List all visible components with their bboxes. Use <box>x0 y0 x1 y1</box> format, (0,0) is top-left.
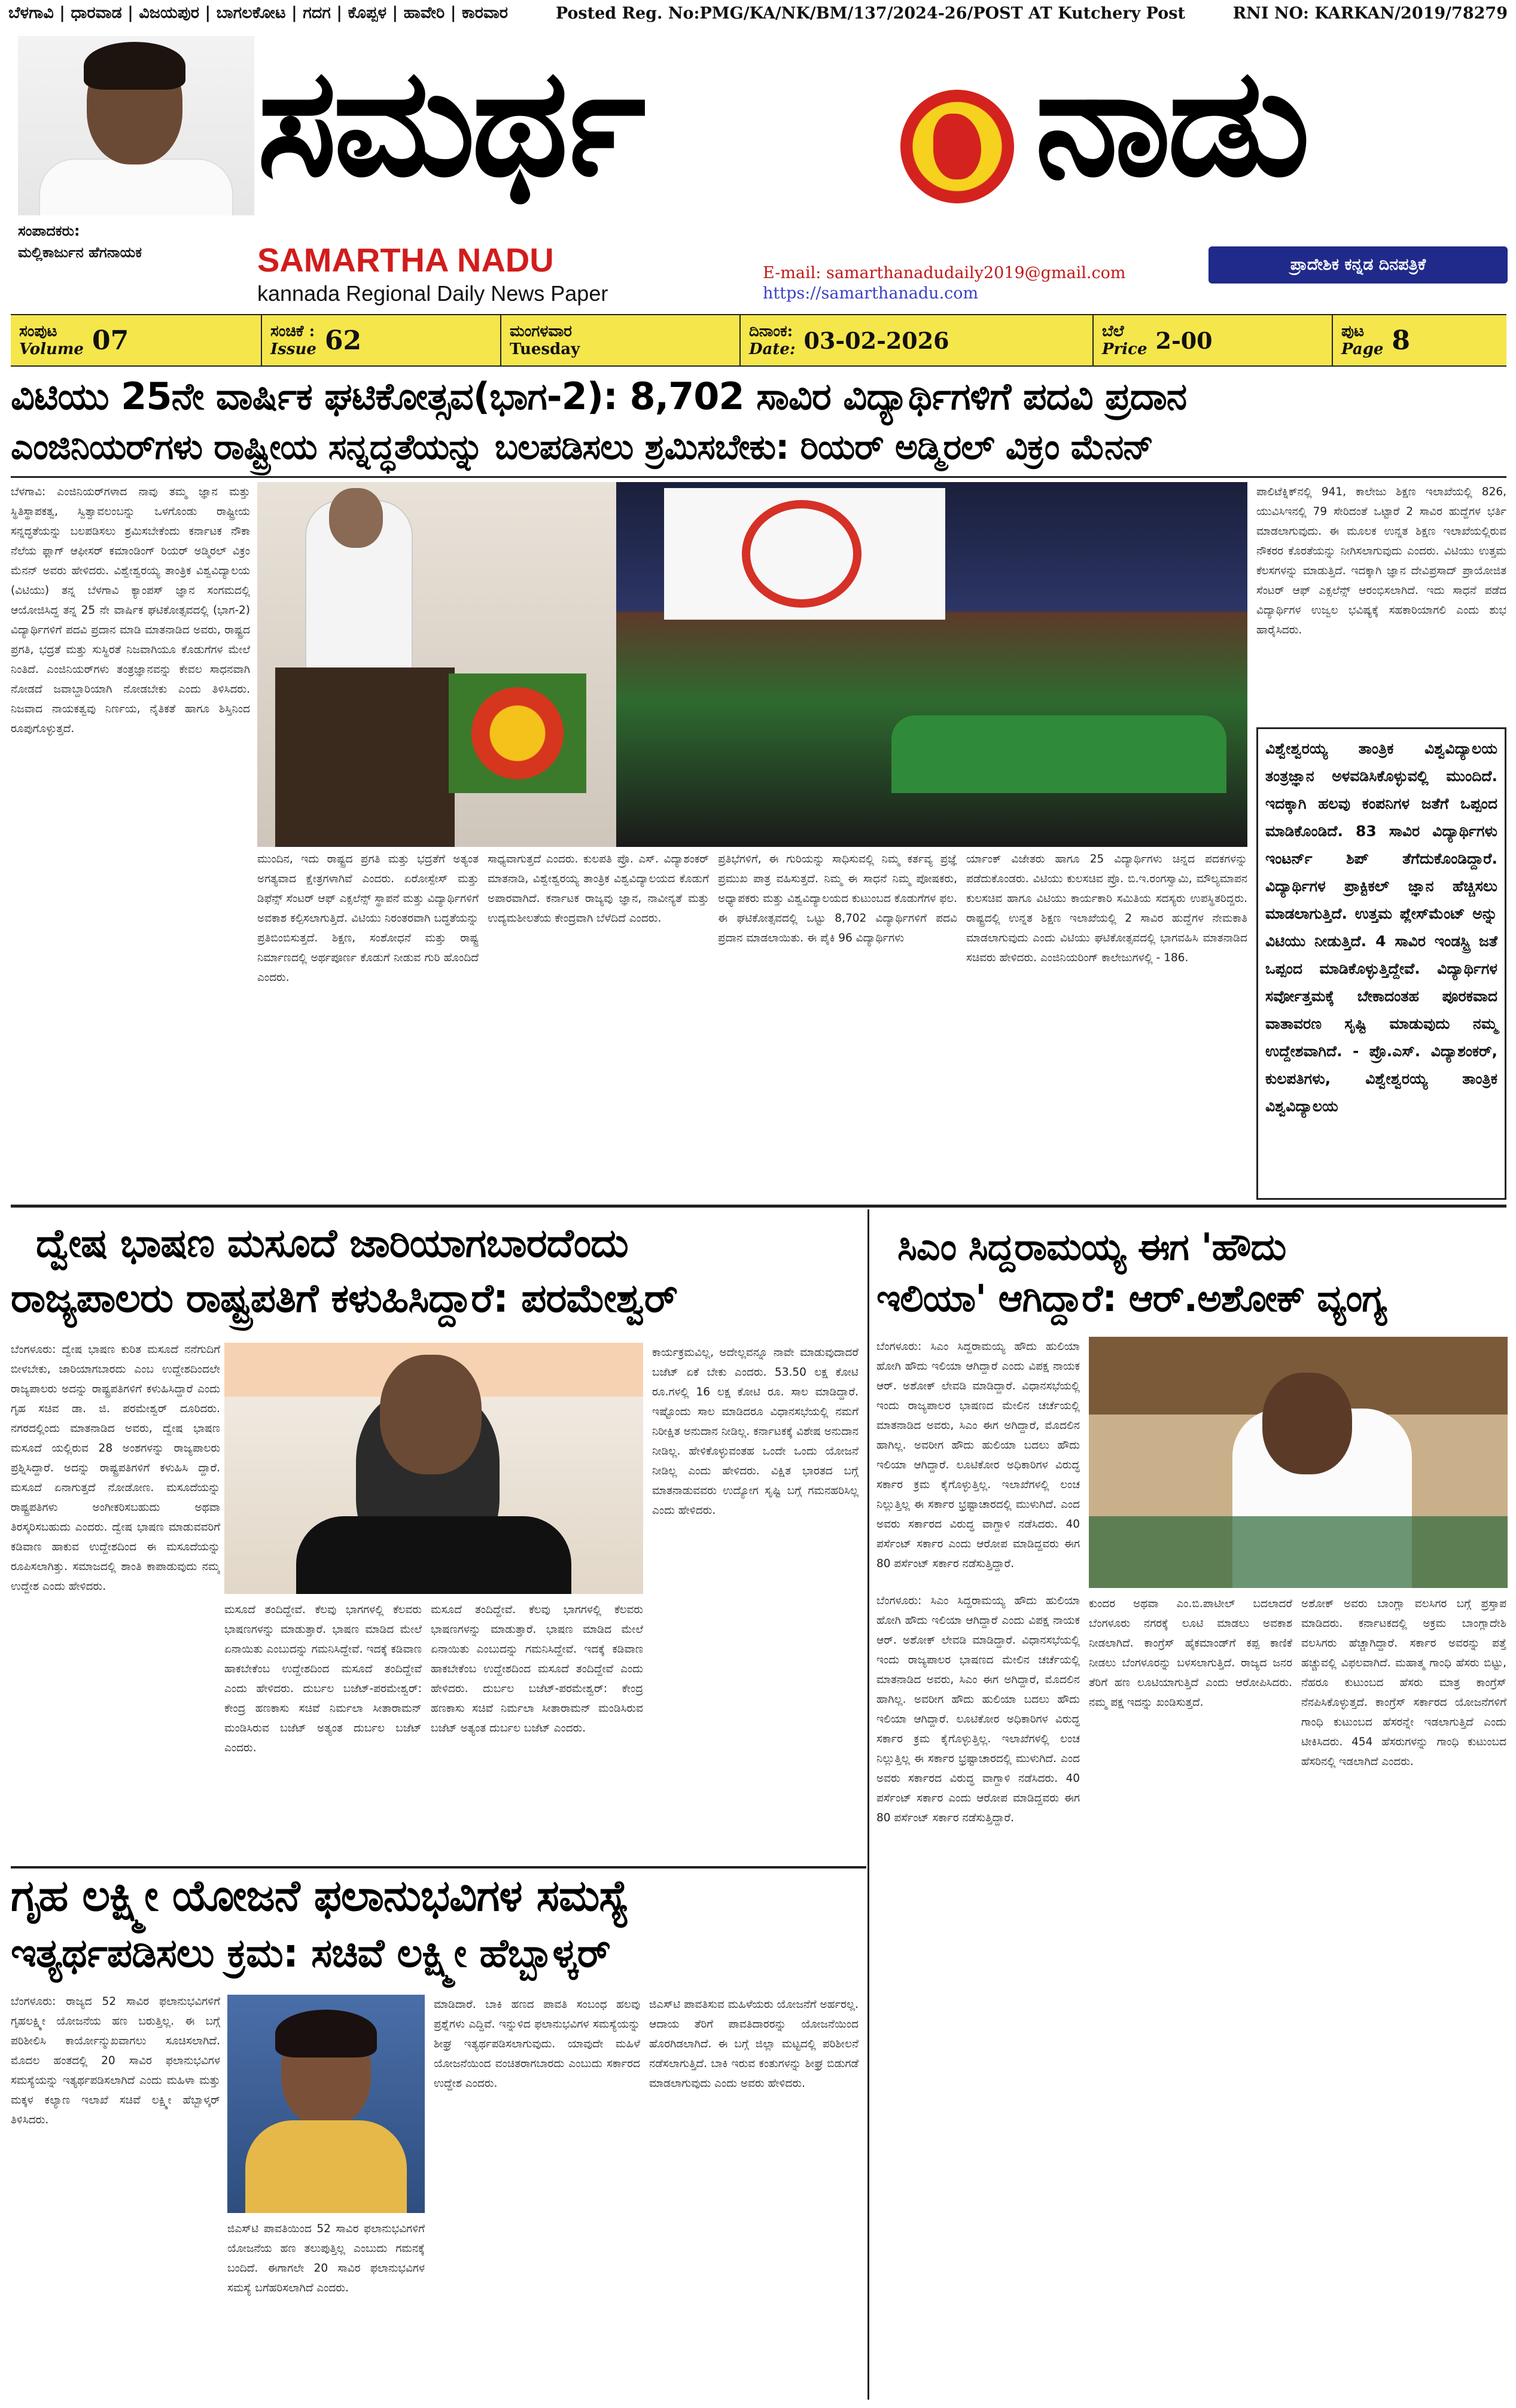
website-link[interactable]: https://samarthanadu.com <box>763 284 979 303</box>
rni-number: RNI NO: KARKAN/2019/78279 <box>1232 4 1508 23</box>
day-cell: ಮಂಗಳವಾರ Tuesday <box>501 315 741 365</box>
parameshwar-photo <box>224 1343 643 1594</box>
story4-column-4: ಜಿಎಸ್‌ಟಿ ಪಾವತಿಸುವ ಮಹಿಳೆಯರು ಯೋಜನೆಗೆ ಅರ್ಹರಲ್ಲ. ಆದಾಯ ತೆರಿಗೆ ಪಾವತಿದಾರರನ್ನು ಯೋಜನೆಯಿಂದ ಹೊರಗಿಡಲಾಗಿದೆ. ಈ ಬಗ್ಗೆ ಜಿಲ್ಲಾ ಮಟ್ಟದಲ್ಲಿ ಪರಿಶೀಲನೆ ನಡೆಸಲಾಗುತ್ತಿದೆ. ಬಾಕಿ ಇರುವ ಕಂತುಗಳನ್ನು ಶೀಘ್ರ ಬಿಡುಗಡೆ ಮಾಡಲಾಗುವುದು ಎಂದು ಅವರು ಹೇಳಿದರು. <box>649 1998 859 2090</box>
vertical-divider <box>867 1209 869 2400</box>
ashok-photo <box>1089 1337 1508 1588</box>
english-subtitle: kannada Regional Daily News Paper <box>257 281 608 306</box>
english-title: SAMARTHA NADU <box>257 241 554 279</box>
story1-column-2: ಮುಂದಿನ, ಇದು ರಾಷ್ಟ್ರದ ಪ್ರಗತಿ ಮತ್ತು ಭದ್ರತೆಗೆ ಅತ್ಯಂತ ಅಗತ್ಯವಾದ ಕ್ಷೇತ್ರಗಳಾಗಿವೆ ಎಂದರು. ಏರೋಸ್ಪೇಸ್ ಮತ್ತು ಡಿಫೆನ್ಸ್ ಸೆಂಟರ್ ಆಫ್ ಎಕ್ಸಲೆನ್ಸ್ ಸ್ಥಾಪನೆ ಮತ್ತು ವಿದ್ಯಾರ್ಥಿಗಳಿಗೆ ಅವಕಾಶ ಕಲ್ಪಿಸಲಾಗುತ್ತಿದೆ. ವಿಟಿಯು ನಿರಂತರವಾಗಿ ಬದ್ಧತೆಯನ್ನು ಪ್ರತಿಬಿಂಬಿಸುತ್ತದೆ. ಶಿಕ್ಷಣ, ಸಂಶೋಧನೆ ಮತ್ತು ರಾಷ್ಟ್ರ ನಿರ್ಮಾಣದಲ್ಲಿ ಅರ್ಥಪೂರ್ಣ ಕೊಡುಗೆ ನೀಡುವ ಗುರಿ ಹೊಂದಿದೆ ಎಂದರು. <box>257 853 479 984</box>
issue-value: 62 <box>324 325 362 356</box>
contact-block <box>763 263 1125 304</box>
story3-column-2: ಕುಂದರ ಅಥವಾ ಎಂ.ಬಿ.ಪಾಟೀಲ್ ಬದಲಾದರೆ ಬೆಂಗಳೂರು ನಗರಕ್ಕೆ ಲೂಟಿ ಮಾಡಲು ಅವಕಾಶ ನೀಡಲಾಗಿದೆ. ಕಾಂಗ್ರೆಸ್ ಹೈಕಮಾಂಡ್‌ಗೆ ಕಪ್ಪ ಕಾಣಿಕೆ ನೀಡಲು ಬೆಂಗಳೂರನ್ನು ಬಳಸಲಾಗುತ್ತಿದೆ. ರಾಜ್ಯದ ಜನರ ತೆರಿಗೆ ಹಣ ಲೂಟಿಯಾಗುತ್ತಿದೆ ಎಂದು ಆರೋಪಿಸಿದರು. ನಮ್ಮ ಪಕ್ಷ ಇದನ್ನು ಖಂಡಿಸುತ್ತದೆ. <box>1089 1598 1292 1709</box>
story2-headline-1: ದ್ವೇಷ ಭಾಷಣ ಮಸೂದೆ ಜಾರಿಯಾಗಬಾರದೆಂದು <box>36 1220 628 1266</box>
story3-column-1b: ಬೆಂಗಳೂರು: ಸಿಎಂ ಸಿದ್ದರಾಮಯ್ಯ ಹೌದು ಹುಲಿಯಾ ಹೋಗಿ ಹೌದು ಇಲಿಯಾ ಆಗಿದ್ದಾರೆ ಎಂದು ವಿಪಕ್ಷ ನಾಯಕ ಆರ್. ಅಶೋಕ್ ಲೇವಡಿ ಮಾಡಿದ್ದಾರೆ. ವಿಧಾನಸಭೆಯಲ್ಲಿ ಇಂದು ರಾಜ್ಯಪಾಲರ ಭಾಷಣದ ಮೇಲಿನ ಚರ್ಚೆಯಲ್ಲಿ ಮಾತನಾಡಿದ ಅವರು, ಸಿಎಂ ಈಗ ಅಗಿದ್ದಾರೆ, ಮೊದಲಿನ ಹಾಗಿಲ್ಲ. ಅವರೀಗ ಹೌದು ಹುಲಿಯಾ ಬದಲು ಹೌದು ಇಲಿಯಾ ಆಗಿದ್ದಾರೆ. ಲೂಟಿಕೋರ ಅಧಿಕಾರಿಗಳ ವಿರುದ್ಧ ಸರ್ಕಾರ ಕ್ರಮ ಕೈಗೊಳ್ಳುತ್ತಿಲ್ಲ. ಇಲಾಖೆಗಳಲ್ಲಿ ಲಂಚ ನಿಲ್ಲುತ್ತಿಲ್ಲ ಈ ಸರ್ಕಾರ ಭ್ರಷ್ಟಾಚಾರದಲ್ಲಿ ಮುಳುಗಿದೆ. ಎಂದ ಅವರು ಸರ್ಕಾರದ ವಿರುದ್ಧ ವಾಗ್ದಾಳಿ ನಡೆಸಿದರು. 40 ಪರ್ಸೆಂಟ್ ಸರ್ಕಾರ ಎಂದು ಆರೋಪ ಮಾಡಿದ್ದವರು ಈಗ 80 ಪರ್ಸೆಂಟ್ ಸರ್ಕಾರ ನಡೆಸುತ್ತಿದ್ದಾರೆ. <box>876 1595 1080 1824</box>
divider <box>11 1866 866 1869</box>
vc-quote-box: ವಿಶ್ವೇಶ್ವರಯ್ಯ ತಾಂತ್ರಿಕ ವಿಶ್ವವಿದ್ಯಾಲಯ ತಂತ್ರಜ್ಞಾನ ಅಳವಡಿಸಿಕೊಳ್ಳುವಲ್ಲಿ ಮುಂದಿದೆ. ಇದಕ್ಕಾಗಿ ಹಲವು ಕಂಪನಿಗಳ ಜತೆಗೆ ಒಪ್ಪಂದ ಮಾಡಿಕೊಂಡಿದೆ. 83 ಸಾವಿರ ವಿದ್ಯಾರ್ಥಿಗಳು ಇಂಟರ್ನ್ ಶಿಪ್ ತೆಗೆದುಕೊಂಡಿದ್ದಾರೆ. ವಿದ್ಯಾರ್ಥಿಗಳ ಪ್ರಾಕ್ಟಿಕಲ್ ಜ್ಞಾನ ಹೆಚ್ಚಿಸಲು ಮಾಡಲಾಗುತ್ತಿದೆ. ಉತ್ತಮ ಪ್ಲೇಸ್‌ಮೆಂಟ್ ಅನ್ನು ವಿಟಿಯು ನೀಡುತ್ತಿದೆ. 4 ಸಾವಿರ ಇಂಡಸ್ಟ್ರಿ ಜತೆ ಒಪ್ಪಂದ ಮಾಡಿಕೊಳ್ಳುತ್ತಿದ್ದೇವೆ. ವಿದ್ಯಾರ್ಥಿಗಳ ಸರ್ವೋತ್ತಮಕ್ಕೆ ಬೇಕಾದಂತಹ ಪೂರಕವಾದ ವಾತಾವರಣ ಸೃಷ್ಟಿ ಮಾಡುವುದು ನಮ್ಮ ಉದ್ದೇಶವಾಗಿದೆ. - ಪ್ರೊ.ಎಸ್. ವಿದ್ಯಾಶಂಕರ್, ಕುಲಪತಿಗಳು, ವಿಶ್ವೇಶ್ವರಯ್ಯ ತಾಂತ್ರಿಕ ವಿಶ್ವವಿದ್ಯಾಲಯ <box>1256 727 1506 1200</box>
divider <box>11 476 1506 478</box>
editor-label: ಸಂಪಾದಕರು: <box>18 222 80 239</box>
story2-column-2b: ಮಸೂದೆ ತಂದಿದ್ದೇವೆ. ಕೆಲವು ಭಾಗಗಳಲ್ಲಿ ಕೆಲವರು ಭಾಷಣಗಳನ್ನು ಮಾಡುತ್ತಾರೆ. ಭಾಷಣ ಮಾಡಿದ ಮೇಲೆ ಏನಾಯಿತು ಎಂಬುದನ್ನು ಗಮನಿಸಿದ್ದೇವೆ. ಇದಕ್ಕೆ ಕಡಿವಾಣ ಹಾಕಬೇಕೆಂಬ ಉದ್ದೇಶದಿಂದ ಮಸೂದೆ ತಂದಿದ್ದೇವೆ ಎಂದು ಹೇಳಿದರು. ದುರ್ಬಲ ಬಜೆಟ್-ಪರಮೇಶ್ವರ್: ಕೇಂದ್ರ ಹಣಕಾಸು ಸಚಿವೆ ನಿರ್ಮಲಾ ಸೀತಾರಾಮನ್ ಮಂಡಿಸಿರುವ ಬಜೆಟ್ ಅತ್ಯಂತ ದುರ್ಬಲ ಬಜೆಟ್ ಎಂದರು. <box>431 1604 643 1735</box>
page-cell: ಪುಟ Page 8 <box>1341 322 1411 358</box>
hebbalkar-photo <box>227 1995 425 2213</box>
story1-column-3: ಸಾಧ್ಯವಾಗುತ್ತದೆ ಎಂದರು. ಕುಲಪತಿ ಪ್ರೊ. ಎಸ್. ವಿದ್ಯಾಶಂಕರ್ ಮಾತನಾಡಿ, ವಿಶ್ವೇಶ್ವರಯ್ಯ ತಾಂತ್ರಿಕ ವಿಶ್ವವಿದ್ಯಾಲಯದ ಕೊಡುಗೆ ಅಪಾರವಾಗಿದೆ. ಕರ್ನಾಟಕ ರಾಜ್ಯವು ಜ್ಞಾನ, ನಾವೀನ್ಯತೆ ಮತ್ತು ಉದ್ಯಮಶೀಲತೆಯ ಕೇಂದ್ರವಾಗಿ ಬೆಳೆದಿದೆ ಎಂದರು. <box>488 853 709 925</box>
story2-headline-2: ರಾಜ್ಯಪಾಲರು ರಾಷ್ಟ್ರಪತಿಗೆ ಕಳುಹಿಸಿದ್ದಾರೆ: ಪರಮೇಶ್ವರ್ <box>11 1275 678 1321</box>
postal-registration: Posted Reg. No:PMG/KA/NK/BM/137/2024-26/POST AT Kutchery Post <box>555 4 1185 23</box>
masthead-word-1: ಸಮರ್ಥ <box>257 35 643 209</box>
editor-credit <box>18 220 254 263</box>
top-strip <box>0 0 1516 26</box>
price-value: 2-00 <box>1155 327 1213 354</box>
editor-photo <box>18 36 254 215</box>
story1-column-4: ಪ್ರತಿಭೆಗಳಿಗೆ, ಈ ಗುರಿಯನ್ನು ಸಾಧಿಸುವಲ್ಲಿ ನಿಮ್ಮ ಕರ್ತವ್ಯ ಪ್ರಜ್ಞೆ ಪ್ರಮುಖ ಪಾತ್ರ ವಹಿಸುತ್ತದೆ. ನಿಮ್ಮ ಈ ಸಾಧನೆ ನಿಮ್ಮ ಪೋಷಕರು, ಅಧ್ಯಾಪಕರು ಮತ್ತು ವಿಶ್ವವಿದ್ಯಾಲಯದ ಕುಟುಂಬದ ಕೊಡುಗೆಗಳ ಫಲ. ಈ ಘಟಿಕೋತ್ಸವದಲ್ಲಿ ಒಟ್ಟು 8,702 ವಿದ್ಯಾರ್ಥಿಗಳಿಗೆ ಪದವಿ ಪ್ರದಾನ ಮಾಡಲಾಯಿತು. ಈ ಪೈಕಿ 96 ವಿದ್ಯಾರ್ಥಿಗಳು <box>718 853 957 944</box>
story3-headline-2: ಇಲಿಯಾ' ಆಗಿದ್ದಾರೆ: ಆರ್.ಅಶೋಕ್ ವ್ಯಂಗ್ಯ <box>876 1276 1387 1320</box>
story2-column-1: ಬೆಂಗಳೂರು: ದ್ವೇಷ ಭಾಷಣ ಕುರಿತ ಮಸೂದೆ ನನೆಗುದಿಗೆ ಬೀಳಬೇಕು, ಜಾರಿಯಾಗಬಾರದು ಎಂಬ ಉದ್ದೇಶದಿಂದಲೇ ರಾಜ್ಯಪಾಲರು ಅದನ್ನು ರಾಷ್ಟ್ರಪತಿಗಳಿಗೆ ಕಳುಹಿಸಿದ್ದಾರೆ ಎಂದು ಗೃಹ ಸಚಿವ ಡಾ. ಜಿ. ಪರಮೇಶ್ವರ್ ದೂರಿದರು. ನಗರದಲ್ಲಿಂದು ಮಾತನಾಡಿದ ಅವರು, ದ್ವೇಷ ಭಾಷಣ ಮಸೂದೆ ಯಲ್ಲಿರುವ 28 ಅಂಶಗಳನ್ನು ರಾಜ್ಯಪಾಲರು ಪ್ರಶ್ನಿಸಿದ್ದಾರೆ. ಅದನ್ನು ರಾಷ್ಟ್ರಪತಿಗಳಿಗೆ ಕಳುಹಿಸಿ ದ್ದಾರೆ. ಮಸೂದೆ ಏನಾಗುತ್ತದೆ ನೋಡೋಣ. ಮಸೂದೆಯನ್ನು ರಾಷ್ಟ್ರಪತಿಗಳು ಅಂಗೀಕರಿಸಬಹುದು ಅಥವಾ ತಿರಸ್ಕರಿಸಬಹುದು ಎಂದರು. ದ್ವೇಷ ಭಾಷಣ ಮಾಡುವವರಿಗೆ ಕಡಿವಾಣ ಹಾಕುವ ಉದ್ದೇಶದಿಂದ ಈ ಮಸೂದೆಯನ್ನು ರೂಪಿಸಲಾಗಿತ್ತು. ಸಮಾಜದಲ್ಲಿ ಶಾಂತಿ ಕಾಪಾಡುವುದು ನಮ್ಮ ಉದ್ದೇಶ ಎಂದು ಹೇಳಿದರು. <box>11 1343 220 1593</box>
page-value: 8 <box>1392 325 1411 356</box>
story4-headline-2: ಇತ್ಯರ್ಥಪಡಿಸಲು ಕ್ರಮ: ಸಚಿವೆ ಲಕ್ಷ್ಮೀ ಹೆಬ್ಬಾಳ್ಕರ್ <box>11 1930 610 1976</box>
story4-column-3: ಮಾಡಿದಾರೆ. ಬಾಕಿ ಹಣದ ಪಾವತಿ ಸಂಬಂಧ ಹಲವು ಪ್ರಶ್ನೆಗಳು ಎದ್ದಿವೆ. ಇನ್ನುಳಿದ ಫಲಾನುಭವಿಗಳ ಸಮಸ್ಯೆಯನ್ನು ಶೀಘ್ರ ಇತ್ಯರ್ಥಪಡಿಸಲಾಗುವುದು. ಯಾವುದೇ ಮಹಿಳೆ ಯೋಜನೆಯಿಂದ ವಂಚಿತರಾಗಬಾರದು ಎಂಬುದು ಸರ್ಕಾರದ ಉದ್ದೇಶ ಎಂದರು. <box>434 1998 640 2090</box>
price-cell: ಬೆಲೆ Price 2-00 <box>1094 315 1333 365</box>
story3-column-3: ಅಶೋಕ್ ಅವರು ಬಾಂಗ್ಲಾ ವಲಸಿಗರ ಬಗ್ಗೆ ಪ್ರಸ್ತಾಪ ಮಾಡಿದರು. ಕರ್ನಾಟಕದಲ್ಲಿ ಅಕ್ರಮ ಬಾಂಗ್ಲಾದೇಶಿ ವಲಸಿಗರು ಹೆಚ್ಚಾಗಿದ್ದಾರೆ. ಸರ್ಕಾರ ಅವರನ್ನು ಪತ್ತೆ ಹಚ್ಚುವಲ್ಲಿ ವಿಫಲವಾಗಿದೆ. ಮಹಾತ್ಮ ಗಾಂಧಿ ಹೆಸರು ಬಿಟ್ಟು, ನೆಹರೂ ಕುಟುಂಬದ ಹೆಸರು ಮಾತ್ರ ಕಾಂಗ್ರೆಸ್ ನೆನಪಿಸಿಕೊಳ್ಳುತ್ತದೆ. ಕಾಂಗ್ರೆಸ್ ಸರ್ಕಾರದ ಯೋಜನೆಗಳಿಗೆ ಗಾಂಧಿ ಕುಟುಂಬದ ಹೆಸರನ್ನೇ ಇಡಲಾಗುತ್ತಿದೆ ಎಂದು ಟೀಕಿಸಿದರು. 454 ಹೆಸರುಗಳನ್ನು ಗಾಂಧಿ ಕುಟುಂಬದ ಹೆಸರಿನಲ್ಲಿ ಇಡಲಾಗಿದೆ ಎಂದರು. <box>1301 1598 1506 1768</box>
volume-value: 07 <box>92 325 129 356</box>
story1-headline-2: ಎಂಜಿನಿಯರ್‌ಗಳು ರಾಷ್ಟ್ರೀಯ ಸನ್ನದ್ಧತೆಯನ್ನು ಬಲಪಡಿಸಲು ಶ್ರಮಿಸಬೇಕು: ರಿಯರ್ ಅಡ್ಮಿರಲ್ ವಿಕ್ರಂ ಮೆನನ್ <box>11 426 1153 467</box>
story3-headline-1: ಸಿಎಂ ಸಿದ್ದರಾಮಯ್ಯ ಈಗ 'ಹೌದು <box>897 1225 1286 1269</box>
story4-column-1: ಬೆಂಗಳೂರು: ರಾಜ್ಯದ 52 ಸಾವಿರ ಫಲಾನುಭವಿಗಳಿಗೆ ಗೃಹಲಕ್ಷ್ಮೀ ಯೋಜನೆಯ ಹಣ ಬರುತ್ತಿಲ್ಲ. ಈ ಬಗ್ಗೆ ಪರಿಶೀಲಿಸಿ ಕಾರ್ಯೋನ್ಮುಖವಾಗಲು ಸೂಚಿಸಲಾಗಿದೆ. ಮೊದಲ ಹಂತದಲ್ಲಿ 20 ಸಾವಿರ ಫಲಾನುಭವಿಗಳ ಸಮಸ್ಯೆಯನ್ನು ಇತ್ಯರ್ಥಪಡಿಸಲಾಗಿದೆ ಎಂದು ಮಹಿಳಾ ಮತ್ತು ಮಕ್ಕಳ ಕಲ್ಯಾಣ ಇಲಾಖೆ ಸಚಿವೆ ಲಕ್ಷ್ಮೀ ಹೆಬ್ಬಾಳ್ಕರ್ ತಿಳಿಸಿದರು. <box>11 1995 220 2126</box>
issue-cell: ಸಂಚಿಕೆ : Issue 62 <box>262 315 501 365</box>
editor-name: ಮಲ್ಲಿಕಾರ್ಜುನ ಹೆಗನಾಯಕ <box>18 244 142 261</box>
date-value: 03-02-2026 <box>803 327 949 354</box>
regional-tag: ಪ್ರಾದೇಶಿಕ ಕನ್ನಡ ದಿನಪತ್ರಿಕೆ <box>1208 246 1508 284</box>
issue-info-bar <box>11 314 1506 367</box>
karnataka-emblem-logo <box>900 90 1014 203</box>
convocation-photo <box>257 482 1247 847</box>
story1-column-6: ಪಾಲಿಟೆಕ್ನಿಕ್‌ನಲ್ಲಿ 941, ಕಾಲೇಜು ಶಿಕ್ಷಣ ಇಲಾಖೆಯಲ್ಲಿ 826, ಯುವಿಸಿಇನಲ್ಲಿ 79 ಸೇರಿದಂತೆ ಒಟ್ಟಾರೆ 2 ಸಾವಿರ ಹುದ್ದೆಗಳ ಭರ್ತಿ ಮಾಡಲಾಗುವುದು. ಈ ಮೂಲಕ ಉನ್ನತ ಶಿಕ್ಷಣ ಇಲಾಖೆಯಲ್ಲಿರುವ ನೌಕರರ ಕೊರತೆಯನ್ನು ನೀಗಿಸಲಾಗುವುದು ಎಂದರು. ವಿಟಿಯು ಉತ್ತಮ ಕೆಲಸಗಳನ್ನು ಮಾಡುತ್ತಿದೆ. ಇದಕ್ಕಾಗಿ ಜ್ಞಾನ ದೇವಿಪ್ರಸಾದ್ ಪ್ರಾಯೋಜಿತ ಸೆಂಟರ್ ಆಫ್ ಎಕ್ಸಲೆನ್ಸ್ ಆರಂಭಿಸಲಾಗಿದೆ. ಇದು ಸಾಧನೆ ಪಡೆದ ವಿದ್ಯಾರ್ಥಿಗಳ ಉಜ್ವಲ ಭವಿಷ್ಯಕ್ಕೆ ಸಹಕಾರಿಯಾಗಲಿ ಎಂದು ಶುಭ ಹಾರೈಸಿದರು. <box>1256 486 1506 636</box>
story2-column-2: ಮಸೂದೆ ತಂದಿದ್ದೇವೆ. ಕೆಲವು ಭಾಗಗಳಲ್ಲಿ ಕೆಲವರು ಭಾಷಣಗಳನ್ನು ಮಾಡುತ್ತಾರೆ. ಭಾಷಣ ಮಾಡಿದ ಮೇಲೆ ಏನಾಯಿತು ಎಂಬುದನ್ನು ಗಮನಿಸಿದ್ದೇವೆ. ಇದಕ್ಕೆ ಕಡಿವಾಣ ಹಾಕಬೇಕೆಂಬ ಉದ್ದೇಶದಿಂದ ಮಸೂದೆ ತಂದಿದ್ದೇವೆ ಎಂದು ಹೇಳಿದರು. ದುರ್ಬಲ ಬಜೆಟ್-ಪರಮೇಶ್ವರ್: ಕೇಂದ್ರ ಹಣಕಾಸು ಸಚಿವೆ ನಿರ್ಮಲಾ ಸೀತಾರಾಮನ್ ಮಂಡಿಸಿರುವ ಬಜೆಟ್ ಅತ್ಯಂತ ದುರ್ಬಲ ಬಜೆಟ್ ಎಂದರು. <box>224 1604 422 1754</box>
masthead-word-2: ನಾಡು <box>1035 35 1307 209</box>
story1-column-1: ಬೆಳಗಾವಿ: ಎಂಜಿನಿಯರ್‌ಗಳಾದ ನಾವು ತಮ್ಮ ಜ್ಞಾನ ಮತ್ತು ಸ್ಥಿತಿಸ್ಥಾಪಕತ್ವ, ಸ್ವಿತ್ವಾವಲಂಬನ್ನು ಒಳಗೊಂಡು ರಾಷ್ಟ್ರೀಯ ಸನ್ನದ್ಧತೆಯನ್ನು ಬಲಪಡಿಸಲು ಶ್ರಮಿಸಬೇಕೆಂದು ಕರ್ನಾಟಕ ನೌಕಾ ನೆಲೆಯ ಫ್ಲಾಗ್ ಆಫೀಸರ್ ಕಮಾಂಡಿಂಗ್ ರಿಯರ್ ಅಡ್ಮಿರಲ್ ವಿಕ್ರಂ ಮೆನನ್ ಅವರು ಹೇಳಿದರು. ವಿಶ್ವೇಶ್ವರಯ್ಯ ತಾಂತ್ರಿಕ ವಿಶ್ವವಿದ್ಯಾಲಯ (ವಿಟಿಯು) ತನ್ನ ಬೆಳಗಾವಿ ಕ್ಯಾಂಪಸ್ ಜ್ಞಾನ ಸಂಗಮದಲ್ಲಿ ಆಯೋಜಿಸಿದ್ದ ತನ್ನ 25 ನೇ ವಾರ್ಷಿಕ ಘಟಿಕೋತ್ಸವದಲ್ಲಿ (ಭಾಗ-2) ವಿದ್ಯಾರ್ಥಿಗಳಿಗೆ ಪದವಿ ಪ್ರದಾನ ಮಾಡಿ ಮಾತನಾಡಿದ ಅವರು, ರಾಷ್ಟ್ರದ ಪ್ರಗತಿ, ಭದ್ರತೆ ಮತ್ತು ಸುಸ್ಥಿರತೆ ನಿಜವಾಗಿಯೂ ಕೊಡುಗೆಗಳ ಮೇಲೆ ನಿಂತಿದೆ. ಎಂಜಿನಿಯರ್‌ಗಳು ತಂತ್ರಜ್ಞಾನವನ್ನು ಕೇವಲ ಸಾಧನವಾಗಿ ನೋಡದೆ ಜವಾಬ್ದಾರಿಯಾಗಿ ನೋಡಬೇಕು ಎಂದು ತಿಳಿಸಿದರು. ನಿಜವಾದ ನಾಯಕತ್ವವು ನಿರ್ಣಯ, ನೈತಿಕತೆ ಹಾಗೂ ಶಿಸ್ತಿನಿಂದ ರೂಪುಗೊಳ್ಳುತ್ತದೆ. <box>11 486 250 735</box>
email: E-mail: samarthanadudaily2019@gmail.com <box>763 264 1126 282</box>
edition-cities: ಬೆಳಗಾವಿ | ಧಾರವಾಡ | ವಿಜಯಪುರ | ಬಾಗಲಕೋಟ | ಗದಗ | ಕೊಪ್ಪಳ | ಹಾವೇರಿ | ಕಾರವಾರ <box>8 4 509 22</box>
story3-column-1: ಬೆಂಗಳೂರು: ಸಿಎಂ ಸಿದ್ದರಾಮಯ್ಯ ಹೌದು ಹುಲಿಯಾ ಹೋಗಿ ಹೌದು ಇಲಿಯಾ ಆಗಿದ್ದಾರೆ ಎಂದು ವಿಪಕ್ಷ ನಾಯಕ ಆರ್. ಅಶೋಕ್ ಲೇವಡಿ ಮಾಡಿದ್ದಾರೆ. ವಿಧಾನಸಭೆಯಲ್ಲಿ ಇಂದು ರಾಜ್ಯಪಾಲರ ಭಾಷಣದ ಮೇಲಿನ ಚರ್ಚೆಯಲ್ಲಿ ಮಾತನಾಡಿದ ಅವರು, ಸಿಎಂ ಈಗ ಅಗಿದ್ದಾರೆ, ಮೊದಲಿನ ಹಾಗಿಲ್ಲ. ಅವರೀಗ ಹೌದು ಹುಲಿಯಾ ಬದಲು ಹೌದು ಇಲಿಯಾ ಆಗಿದ್ದಾರೆ. ಲೂಟಿಕೋರ ಅಧಿಕಾರಿಗಳ ವಿರುದ್ಧ ಸರ್ಕಾರ ಕ್ರಮ ಕೈಗೊಳ್ಳುತ್ತಿಲ್ಲ. ಇಲಾಖೆಗಳಲ್ಲಿ ಲಂಚ ನಿಲ್ಲುತ್ತಿಲ್ಲ ಈ ಸರ್ಕಾರ ಭ್ರಷ್ಟಾಚಾರದಲ್ಲಿ ಮುಳುಗಿದೆ. ಎಂದ ಅವರು ಸರ್ಕಾರದ ವಿರುದ್ಧ ವಾಗ್ದಾಳಿ ನಡೆಸಿದರು. 40 ಪರ್ಸೆಂಟ್ ಸರ್ಕಾರ ಎಂದು ಆರೋಪ ಮಾಡಿದ್ದವರು ಈಗ 80 ಪರ್ಸೆಂಟ್ ಸರ್ಕಾರ ನಡೆಸುತ್ತಿದ್ದಾರೆ. <box>876 1340 1080 1570</box>
story4-headline-1: ಗೃಹ ಲಕ್ಷ್ಮೀ ಯೋಜನೆ ಫಲಾನುಭವಿಗಳ ಸಮಸ್ಯೆ <box>11 1870 629 1921</box>
divider <box>11 1205 1506 1208</box>
story1-column-5: ರ್ಯಾಂಕ್ ವಿಜೇತರು ಹಾಗೂ 25 ವಿದ್ಯಾರ್ಥಿಗಳು ಚಿನ್ನದ ಪದಕಗಳನ್ನು ಪಡೆದುಕೊಂಡರು. ವಿಟಿಯು ಕುಲಸಚಿವ ಪ್ರೊ. ಬಿ.ಇ.ರಂಗಸ್ವಾಮಿ, ಮೌಲ್ಯಮಾಪನ ಕುಲಸಚಿವ ಹಾಗೂ ವಿಟಿಯು ಕಾರ್ಯಕಾರಿ ಸಮಿತಿಯ ಸದಸ್ಯರು ಉಪಸ್ಥಿತರಿದ್ದರು. ರಾಷ್ಟ್ರದಲ್ಲಿ ಉನ್ನತ ಶಿಕ್ಷಣ ಇಲಾಖೆಯಲ್ಲಿ 2 ಸಾವಿರ ಹುದ್ದೆಗಳ ನೇಮಕಾತಿ ಮಾಡಲಾಗುವುದು ಎಂದು ವಿಟಿಯು ಘಟಿಕೋತ್ಸವದಲ್ಲಿ ಭಾಗವಹಿಸಿ ಮಾತನಾಡಿದ ಸಚಿವರು ಹೇಳಿದರು. ಎಂಜಿನಿಯರಿಂಗ್ ಕಾಲೇಜುಗಳಲ್ಲಿ - 186. <box>966 853 1247 964</box>
story2-column-3: ಕಾರ್ಯಕ್ರಮವಿಲ್ಲ, ಅದೇಲ್ಲವನ್ನೂ ನಾವೇ ಮಾಡುವುದಾದರೆ ಬಜೆಟ್ ಏಕೆ ಬೇಕು ಎಂದರು. 53.50 ಲಕ್ಷ ಕೋಟಿ ರೂ.ಗಳಲ್ಲಿ 16 ಲಕ್ಷ ಕೋಟಿ ರೂ. ಸಾಲ ಮಾಡಿದ್ದಾರೆ. ಇಷ್ಟೊಂದು ಸಾಲ ಮಾಡಿದರೂ ವಿಧಾನಸಭೆಯಲ್ಲಿ ನಮಗೆ ನಿರೀಕ್ಷಿತ ಅನುದಾನ ನೀಡಿಲ್ಲ. ಕರ್ನಾಟಕಕ್ಕೆ ವಿಶೇಷ ಅನುದಾನ ನೀಡಿಲ್ಲ. ಹೇಳಿಕೊಳ್ಳುವಂತಹ ಒಂದೇ ಒಂದು ಯೋಜನೆ ನೀಡಿಲ್ಲ ಎಂದು ಹೇಳಿದರು. ವಿಕ್ಷಿತ ಭಾರತದ ಬಗ್ಗೆ ಮಾತನಾಡುವವರು ಉದ್ಯೋಗ ಸೃಷ್ಟಿ ಬಗ್ಗೆ ಗಮನಹರಿಸಿಲ್ಲ ಎಂದು ಹೇಳಿದರು. <box>652 1346 859 1517</box>
story1-headline-1: ವಿಟಿಯು 25ನೇ ವಾರ್ಷಿಕ ಘಟಿಕೋತ್ಸವ(ಭಾಗ-2): 8,702 ಸಾವಿರ ವಿದ್ಯಾರ್ಥಿಗಳಿಗೆ ಪದವಿ ಪ್ರದಾನ <box>11 374 1187 418</box>
date-cell: ದಿನಾಂಕ: Date: 03-02-2026 <box>741 315 1094 365</box>
masthead <box>257 33 1508 230</box>
story4-column-2: ಜಿಎಸ್‌ಟಿ ಪಾವತಿಯಿಂದ 52 ಸಾವಿರ ಫಲಾನುಭವಿಗಳಿಗೆ ಯೋಜನೆಯ ಹಣ ತಲುಪುತ್ತಿಲ್ಲ ಎಂಬುದು ಗಮನಕ್ಕೆ ಬಂದಿದೆ. ಈಗಾಗಲೇ 20 ಸಾವಿರ ಫಲಾನುಭವಿಗಳ ಸಮಸ್ಯೆ ಬಗೆಹರಿಸಲಾಗಿದೆ ಎಂದರು. <box>227 2223 425 2294</box>
volume-cell: ಸಂಪುಟ Volume 07 <box>11 315 262 365</box>
